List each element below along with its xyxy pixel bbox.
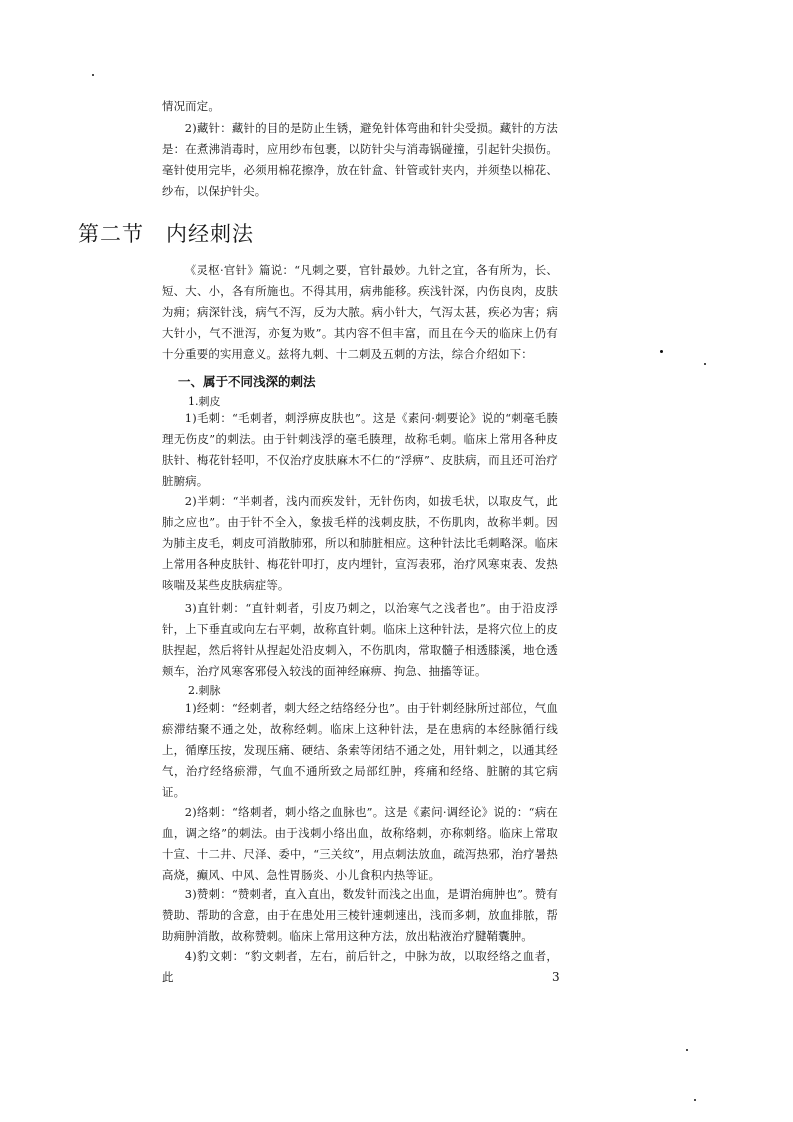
heading-depth-techniques: 一、属于不同浅深的刺法: [178, 374, 316, 389]
paragraph-assist-needling: 3)赞刺：“赞刺者，直入直出，数发针而浅之出血，是谓治痈肿也”。赞有赞助、帮助的含意，由于在患处用三棱针速刺速出，浅而多刺，放血排脓，帮助痈肿消散，故称赞刺。临床上常用这种方法，放出粘液治疗腱鞘囊肿。: [162, 887, 558, 943]
scan-speck: [660, 350, 663, 353]
paragraph-leopard-needling: 4)豹文刺：“豹文刺者，左右，前后针之，中脉为故，以取经络之血者，此: [162, 949, 558, 984]
paragraph-half-needling: 2)半刺：“半刺者，浅内而疾发针，无针伤肉，如拔毛状，以取皮气，此肺之应也”。由于针不全入，象拔毛样的浅刺皮肤，不伤肌肉，故称半刺。因为肺主皮毛，刺皮可消散肺邪，所以和肺脏相应。这种针法比毛刺略深。临床上常用各种皮肤针、梅花针叩打，皮内埋针，宣泻表邪，治疗风寒束表、发热咳喘及某些皮肤病症等。: [162, 494, 558, 592]
paragraph-hair-needling: 1)毛刺：“毛刺者，刺浮痹皮肤也”。这是《素问·刺要论》说的“刺毫毛腠理无伤皮”的刺法。由于针刺浅浮的毫毛腠理，故称毛刺。临床上常用各种皮肤针、梅花针轻叩，不仅治疗皮肤麻木不仁的“浮痹”、皮肤病，而且还可治疗脏腑病。: [162, 411, 558, 488]
paragraph-meridian-needling: 1)经刺：“经刺者，刺大经之结络经分也”。由于针刺经脉所过部位，气血瘀滞结聚不通之处，故称经刺。临床上这种针法，是在患病的本经脉循行线上，循摩压按，发现压痛、硬结、条索等闭结不通之处，用针刺之，以通其经气，治疗经络瘀滞，气血不通所致之局部红肿，疼痛和经络、脏腑的其它病证。: [162, 701, 558, 799]
intro-paragraph: 《灵枢·官针》篇说：“凡刺之要，官针最妙。九针之宜，各有所为，长、短、大、小，各有所施也。不得其用，病弗能移。疾浅针深，内伤良肉，皮肤为痈；病深针浅，病气不泻，反为大脓。病小针大，气泻太甚，疾必为害；病大针小，气不泄泻，亦复为败”。其内容不但丰富，而且在今天的临床上仍有十分重要的实用意义。兹将九刺、十二刺及五刺的方法，综合介绍如下：: [162, 263, 558, 361]
scan-speck: [686, 1049, 688, 1051]
paragraph-collateral-needling: 2)络刺：“络刺者，刺小络之血脉也”。这是《素问·调经论》说的：“病在血，调之络”的刺法。由于浅刺小络出血，故称络刺，亦称刺络。临床上常取十宣、十二井、尺泽、委中，“三关纹”，用点刺法放血，疏泻热邪，治疗暑热高烧，癫风、中风、急性胃肠炎、小儿食积内热等证。: [162, 805, 558, 882]
section-number: 第二节: [78, 222, 144, 246]
scan-speck: [92, 74, 94, 76]
scan-speck: [704, 363, 706, 365]
sheath-paragraph: 2)藏针：藏针的目的是防止生锈，避免针体弯曲和针尖受损。藏针的方法是：在煮沸消毒时，应用纱布包裹，以防针尖与消毒锅碰撞，引起针尖损伤。毫针使用完毕，必须用棉花擦净，放在针盒、针管或针夹内，并须垫以棉花、纱布，以保护针尖。: [162, 121, 558, 198]
section-title: 内经刺法: [166, 222, 254, 246]
subheading-skin: 1.刺皮: [188, 395, 221, 408]
section-heading: [78, 218, 254, 248]
paragraph-straight-needling: 3)直针刺：“直针刺者，引皮乃刺之，以治寒气之浅者也”。由于沿皮浮针，上下垂直或向左右平刺，故称直针刺。临床上这种针法，是将穴位上的皮肤捏起，然后将针从捏起处沿皮刺入，不伤肌肉，常取髓子相透膝溪，地仓透颊车，治疗风寒客邪侵入较浅的面神经麻痹、拘急、抽搐等证。: [162, 601, 558, 678]
top-fragment: 情况而定。: [162, 99, 220, 113]
scan-speck: [694, 1099, 696, 1101]
page-number: 3: [552, 970, 560, 984]
subheading-vessel: 2.刺脉: [188, 684, 221, 697]
